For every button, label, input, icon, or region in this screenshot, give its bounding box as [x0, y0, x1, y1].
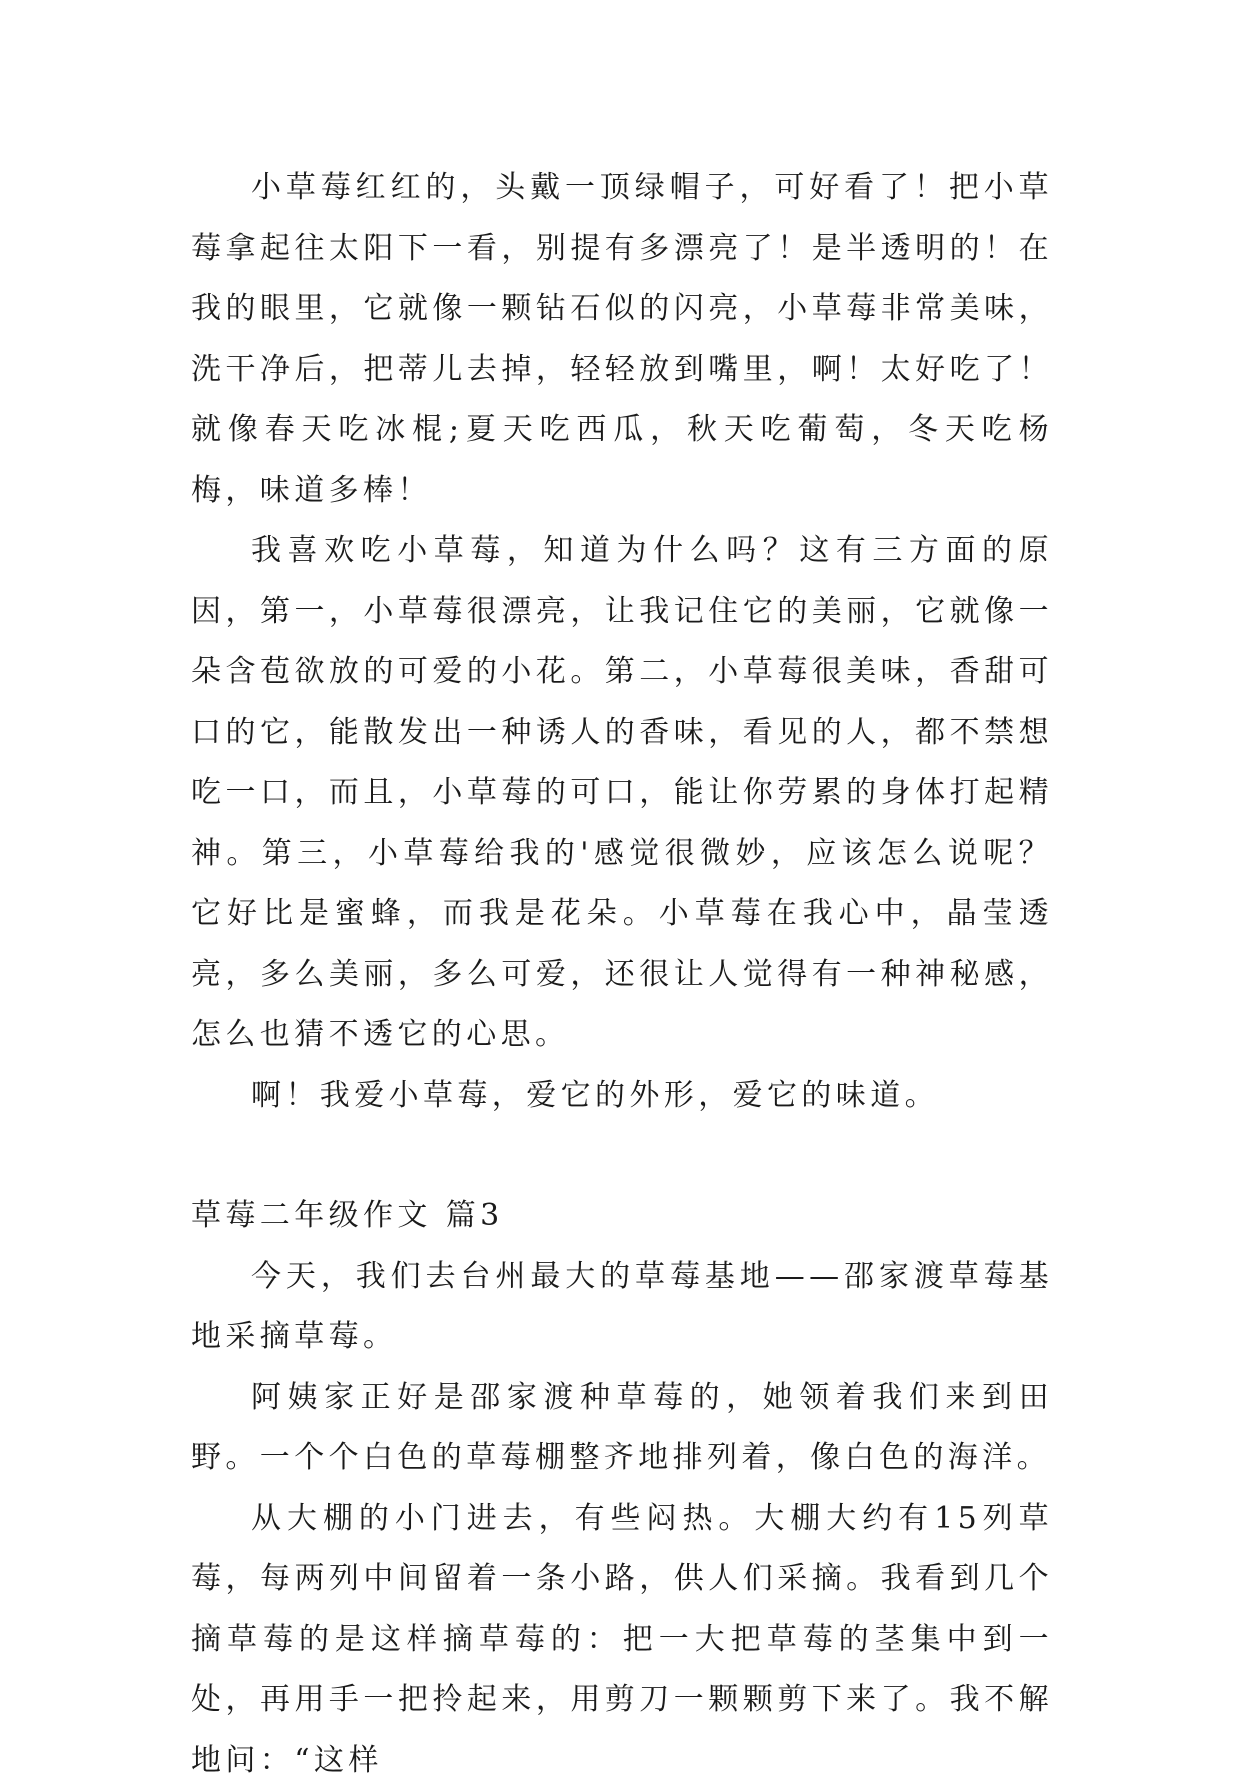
paragraph-aunt-field: 阿姨家正好是邵家渡种草莓的，她领着我们来到田野。一个个白色的草莓棚整齐地排列着，像白色的海洋。 [191, 1368, 1053, 1489]
paragraph-greenhouse: 从大棚的小门进去，有些闷热。大棚大约有15列草莓，每两列中间留着一条小路，供人们采摘。我看到几个摘草莓的是这样摘草莓的：把一大把草莓的茎集中到一处，再用手一把拎起来，用剪刀一颗颗剪下来了。我不解地问：“这样 [191, 1489, 1053, 1791]
paragraph-love-strawberry: 啊！我爱小草莓，爱它的外形，爱它的味道。 [191, 1066, 1053, 1127]
paragraph-reasons: 我喜欢吃小草莓，知道为什么吗？这有三方面的原因，第一，小草莓很漂亮，让我记住它的美丽，它就像一朵含苞欲放的可爱的小花。第二，小草莓很美味，香甜可口的它，能散发出一种诱人的香味，看见的人，都不禁想吃一口，而且，小草莓的可口，能让你劳累的身体打起精神。第三，小草莓给我的'感觉很微妙，应该怎么说呢？它好比是蜜蜂，而我是花朵。小草莓在我心中，晶莹透亮，多么美丽，多么可爱，还很让人觉得有一种神秘感，怎么也猜不透它的心思。 [191, 521, 1053, 1066]
document-body [191, 158, 1053, 1791]
section-heading: 草莓二年级作文 篇3 [191, 1186, 1053, 1247]
paragraph-trip: 今天，我们去台州最大的草莓基地——邵家渡草莓基地采摘草莓。 [191, 1247, 1053, 1368]
paragraph-strawberry-appearance: 小草莓红红的，头戴一顶绿帽子，可好看了！把小草莓拿起往太阳下一看，别提有多漂亮了！是半透明的！在我的眼里，它就像一颗钻石似的闪亮，小草莓非常美味，洗干净后，把蒂儿去掉，轻轻放到嘴里，啊！太好吃了！就像春天吃冰棍;夏天吃西瓜，秋天吃葡萄，冬天吃杨梅，味道多棒！ [191, 158, 1053, 521]
